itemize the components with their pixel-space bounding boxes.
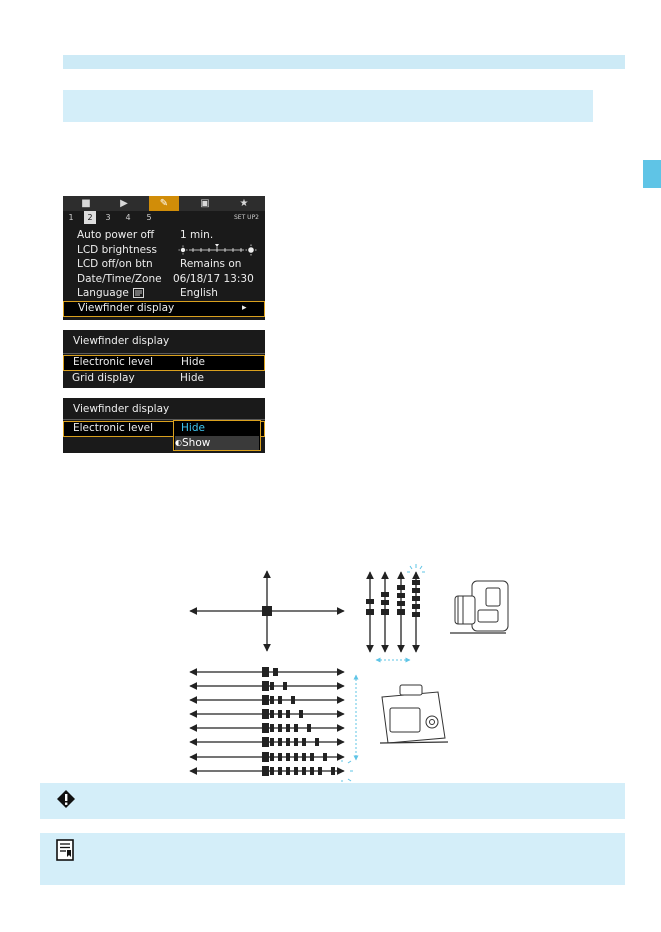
memo-note: [40, 833, 625, 885]
menu-item-label: Date/Time/Zone: [77, 272, 162, 285]
level-crosshair: [190, 571, 344, 651]
header-bar: [63, 55, 625, 69]
menu-item-label: LCD off/on btn: [77, 258, 153, 270]
subtab-5[interactable]: 5: [146, 213, 152, 222]
menu-item-lcd-brightness[interactable]: [63, 243, 265, 258]
caution-note: [40, 783, 625, 819]
menu-item-viewfinder-display[interactable]: [63, 301, 265, 317]
camera-vertical-icon: [450, 581, 508, 633]
playback-icon[interactable]: ▶: [120, 198, 128, 209]
menu-item-language[interactable]: [63, 286, 265, 301]
submenu-arrow-icon: ▸: [242, 303, 247, 313]
vertical-tilt-marks: [366, 580, 420, 617]
menu-item-value: Hide: [180, 372, 204, 384]
horizontal-level-marks: [262, 667, 335, 776]
electronic-level-options-screen: [63, 398, 265, 453]
menu-item-grid-display[interactable]: [63, 371, 265, 386]
menu-tab-bar: [63, 196, 265, 211]
wrench-icon[interactable]: ✎: [149, 196, 179, 211]
blink-indicator-icon: [407, 564, 425, 572]
language-icon: [133, 288, 144, 298]
memo-icon: [56, 839, 74, 861]
menu-item-auto-power-off[interactable]: [63, 228, 265, 243]
subtab-4[interactable]: 4: [125, 213, 131, 222]
divider: [63, 353, 265, 354]
custom-camera-icon[interactable]: ▣: [200, 198, 210, 209]
screen-title: Viewfinder display: [73, 335, 170, 347]
menu-item-value: English: [180, 287, 218, 299]
vertical-tilt-scales: [370, 572, 416, 652]
electronic-level-diagram: [180, 560, 530, 785]
option-show[interactable]: ◐ Show: [175, 436, 259, 450]
menu-item-label: LCD brightness: [77, 243, 157, 256]
chapter-tab: [643, 160, 661, 188]
menu-item-lcd-off-on-btn[interactable]: [63, 257, 265, 272]
menu-item-label: Electronic level: [73, 422, 154, 434]
menu-item-value: Remains on: [180, 258, 242, 270]
menu-item-value: 1 min.: [180, 229, 214, 241]
caution-icon: [56, 789, 76, 809]
screen-title: Viewfinder display: [73, 403, 170, 415]
section-title-box: [63, 90, 593, 122]
viewfinder-display-screen: [63, 330, 265, 388]
menu-item-label: Electronic level: [73, 356, 154, 368]
camera-menu-screen: [63, 196, 265, 320]
menu-item-value: Hide: [181, 356, 205, 368]
brightness-scale-icon: [178, 243, 258, 257]
option-hide[interactable]: Hide: [181, 422, 205, 434]
menu-item-value: 06/18/17 13:30: [173, 272, 254, 285]
subtab-1[interactable]: 1: [68, 213, 74, 222]
menu-item-date-time-zone[interactable]: [63, 272, 265, 287]
menu-item-electronic-level[interactable]: [63, 355, 265, 371]
menu-item-label: Language: [77, 287, 129, 299]
camera-icon[interactable]: ■: [81, 198, 91, 209]
subtab-3[interactable]: 3: [105, 213, 111, 222]
subtab-2[interactable]: 2: [84, 211, 96, 224]
menu-item-label: Auto power off: [77, 229, 155, 241]
menu-item-label: Viewfinder display: [78, 302, 175, 314]
cursor-icon: ◐: [175, 438, 182, 447]
menu-item-label: Grid display: [72, 372, 135, 384]
star-icon[interactable]: ★: [239, 198, 249, 209]
menu-subtab-bar: [63, 211, 265, 224]
setup-page-label: SET UP2: [234, 214, 259, 221]
camera-horizontal-icon: [380, 685, 448, 743]
